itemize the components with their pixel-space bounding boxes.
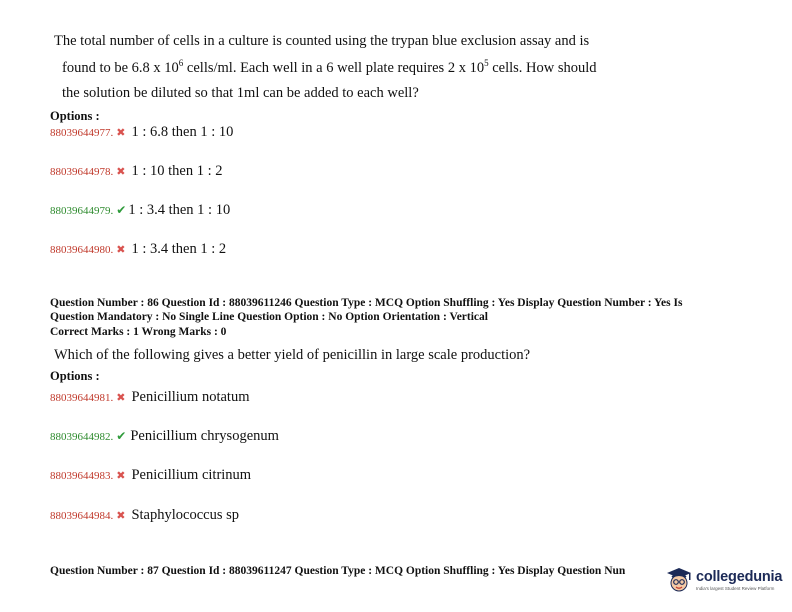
collegedunia-logo xyxy=(664,560,786,600)
wrong-icon: ✖ xyxy=(116,391,126,404)
q85-line2-part-b: cells/ml. Each well in a 6 well plate requires 2 x 10 xyxy=(183,59,485,76)
q86-meta-line1: Question Number : 86 Question Id : 88039611246 Question Type : MCQ Option Shuffling : Yes Display Question Number : Yes Is xyxy=(50,297,683,309)
q86-option-4 xyxy=(50,507,239,524)
q85-option-1 xyxy=(50,124,233,141)
q87-meta-line1: Question Number : 87 Question Id : 88039611247 Question Type : MCQ Option Shuffling : Yes Display Question Nun xyxy=(50,565,626,577)
option-text: 1 : 6.8 then 1 : 10 xyxy=(131,124,234,140)
q85-option-3 xyxy=(50,202,230,219)
option-id: 88039644979. xyxy=(50,205,114,217)
option-text: Staphylococcus sp xyxy=(131,507,239,523)
wrong-icon: ✖ xyxy=(116,126,126,139)
option-id: 88039644981. xyxy=(50,392,114,404)
check-icon: ✔ xyxy=(116,203,127,217)
wrong-icon: ✖ xyxy=(116,509,126,522)
option-text: 1 : 3.4 then 1 : 2 xyxy=(131,241,227,257)
q86-meta-line3: Correct Marks : 1 Wrong Marks : 0 xyxy=(50,326,227,338)
q85-text-line2 xyxy=(62,59,597,75)
q85-exponent-1: 6 xyxy=(178,58,184,68)
wrong-icon: ✖ xyxy=(116,469,126,482)
q86-option-2 xyxy=(50,428,279,445)
option-text: Penicillium notatum xyxy=(131,389,250,405)
option-id: 88039644980. xyxy=(50,244,114,256)
q85-options-label: Options : xyxy=(50,109,100,123)
wrong-icon: ✖ xyxy=(116,243,126,256)
logo-tagline: India's largest Student Review Platform xyxy=(696,586,775,591)
q86-options-label: Options : xyxy=(50,369,100,383)
q86-option-1 xyxy=(50,389,249,406)
q85-line2-part-c: cells. How should xyxy=(488,59,597,76)
q86-meta-line2: Question Mandatory : No Single Line Question Option : No Option Orientation : Vertical xyxy=(50,311,488,323)
q85-line2-part-a: found to be 6.8 x 10 xyxy=(62,59,179,76)
logo-name: collegedunia xyxy=(696,569,783,585)
q86-question-text: Which of the following gives a better yield of penicillin in large scale production? xyxy=(54,347,531,363)
option-id: 88039644977. xyxy=(50,127,114,139)
option-id: 88039644978. xyxy=(50,166,114,178)
option-id: 88039644983. xyxy=(50,470,114,482)
q85-option-4 xyxy=(50,241,226,258)
option-text: Penicillium chrysogenum xyxy=(130,428,279,444)
q85-option-2 xyxy=(50,163,223,180)
check-icon: ✔ xyxy=(116,429,127,443)
option-id: 88039644984. xyxy=(50,510,114,522)
q85-text-line1: The total number of cells in a culture is counted using the trypan blue exclusion assay and is xyxy=(54,33,590,49)
option-id: 88039644982. xyxy=(50,431,114,443)
graduate-mascot-icon xyxy=(664,565,694,595)
option-text: 1 : 10 then 1 : 2 xyxy=(131,163,223,179)
q85-text-line3: the solution be diluted so that 1ml can be added to each well? xyxy=(62,85,419,101)
q86-option-3 xyxy=(50,467,251,484)
option-text: 1 : 3.4 then 1 : 10 xyxy=(128,202,231,218)
wrong-icon: ✖ xyxy=(116,165,126,178)
option-text: Penicillium citrinum xyxy=(131,467,252,483)
q85-exponent-2: 5 xyxy=(484,58,489,68)
